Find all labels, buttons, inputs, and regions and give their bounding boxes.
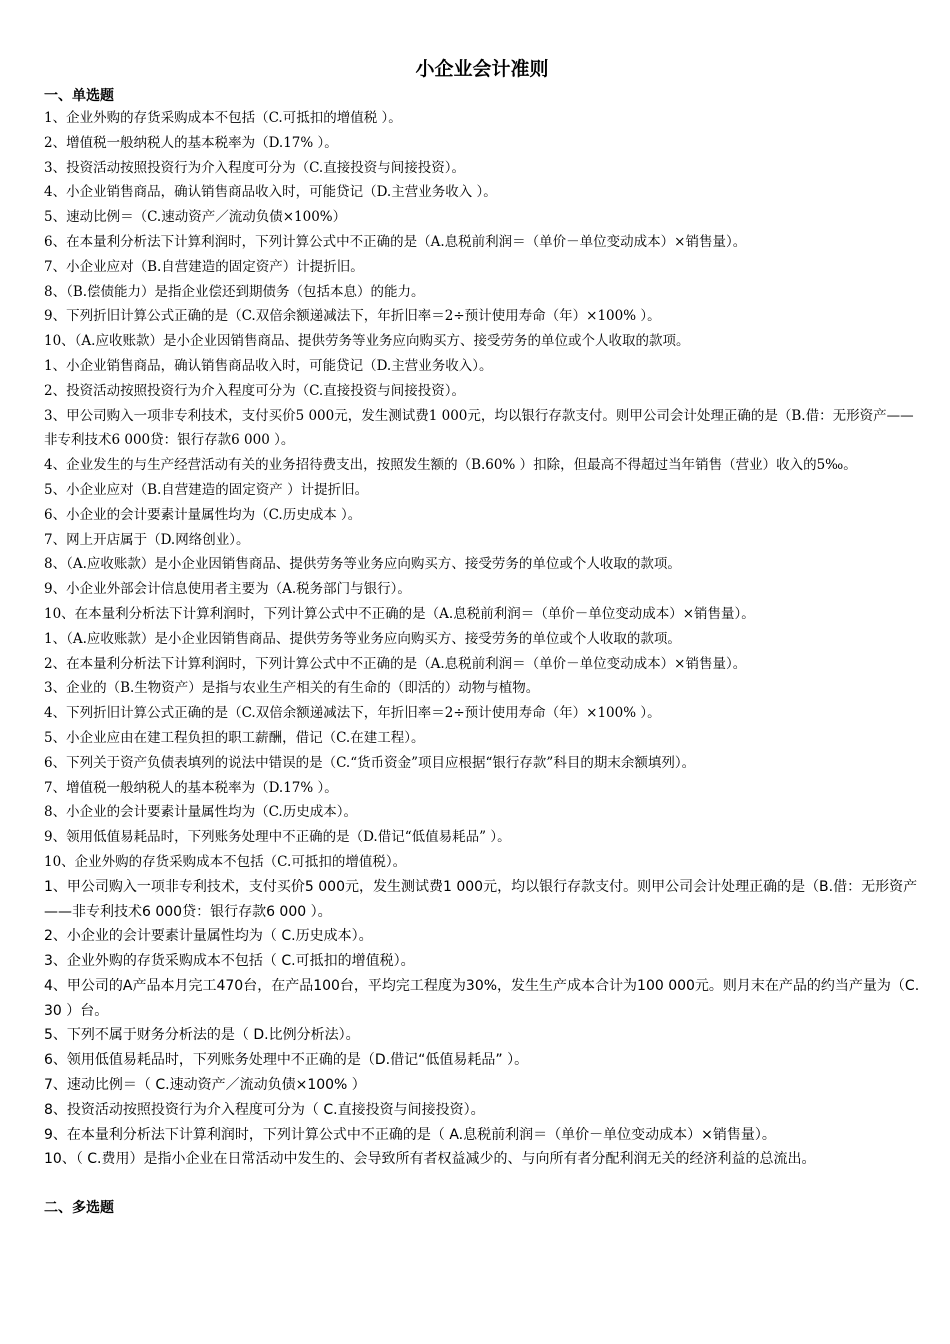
question-line: 7、小企业应对（B.自营建造的固定资产）计提折旧。: [44, 258, 364, 275]
question-line: 3、企业的（B.生物资产）是指与农业生产相关的有生命的（即活的）动物与植物。: [44, 680, 540, 697]
question-line: 3、投资活动按照投资行为介入程度可分为（C.直接投资与间接投资）。: [44, 159, 465, 176]
question-line: 6、在本量利分析法下计算利润时，下列计算公式中不正确的是（A.息税前利润＝（单价－单位变动成本）×销售量）。: [44, 233, 747, 250]
question-line: 10、（ C.费用）是指小企业在日常活动中发生的、会导致所有者权益减少的、与向所有者分配利润无关的经济利益的总流出。: [44, 1151, 816, 1168]
question-line: 10、企业外购的存货采购成本不包括（C.可抵扣的增值税）。: [44, 853, 407, 870]
section-heading-single-choice: 一、单选题: [44, 88, 114, 104]
question-line: 1、小企业销售商品，确认销售商品收入时，可能贷记（D.主营业务收入）。: [44, 357, 493, 374]
question-line: 9、下列折旧计算公式正确的是（C.双倍余额递减法下，年折旧率＝2÷预计使用寿命（年）×100% ）。: [44, 308, 661, 325]
question-line: 3、甲公司购入一项非专利技术，支付买价5 000元，发生测试费1 000元，均以银行存款支付。则甲公司会计处理正确的是（B.借：无形资产——非专利技术6 000贷：银行存款6 000 ）。: [44, 407, 914, 449]
question-line: 2、小企业的会计要素计量属性均为（ C.历史成本）。: [44, 928, 373, 945]
question-line: 2、投资活动按照投资行为介入程度可分为（C.直接投资与间接投资）。: [44, 382, 465, 399]
question-line: 3、企业外购的存货采购成本不包括（ C.可抵扣的增值税）。: [44, 953, 415, 970]
question-line: 4、下列折旧计算公式正确的是（C.双倍余额递减法下，年折旧率＝2÷预计使用寿命（年）×100% ）。: [44, 705, 661, 722]
question-line: 6、下列关于资产负债表填列的说法中错误的是（C.“货币资金”项目应根据“银行存款”科目的期末余额填列）。: [44, 754, 696, 771]
question-line: 7、网上开店属于（D.网络创业）。: [44, 531, 250, 548]
question-line: 5、小企业应由在建工程负担的职工薪酬，借记（C.在建工程）。: [44, 729, 425, 746]
question-line: 4、甲公司的A产品本月完工470台，在产品100台，平均完工程度为30%，发生生产成本合计为100 000元。则月末在产品的约当产量为（C.30 ）台。: [44, 977, 920, 1019]
question-line: 7、增值税一般纳税人的基本税率为（D.17% ）。: [44, 779, 338, 796]
question-line: 9、在本量利分析法下计算利润时，下列计算公式中不正确的是（ A.息税前利润＝（单价－单位变动成本）×销售量）。: [44, 1126, 776, 1143]
question-line: 1、（A.应收账款）是小企业因销售商品、提供劳务等业务应向购买方、接受劳务的单位或个人收取的款项。: [44, 630, 681, 647]
question-line: 4、小企业销售商品，确认销售商品收入时，可能贷记（D.主营业务收入 ）。: [44, 184, 497, 201]
question-line: 8、投资活动按照投资行为介入程度可分为（ C.直接投资与间接投资）。: [44, 1101, 485, 1118]
document-title: 小企业会计准则: [415, 58, 549, 80]
question-line: 5、速动比例＝（C.速动资产／流动负债×100%）: [44, 209, 347, 226]
question-line: 5、小企业应对（B.自营建造的固定资产 ）计提折旧。: [44, 481, 369, 498]
question-line: 4、企业发生的与生产经营活动有关的业务招待费支出，按照发生额的（B.60% ）扣除，但最高不得超过当年销售（营业）收入的5‰。: [44, 457, 857, 474]
question-line: 9、领用低值易耗品时，下列账务处理中不正确的是（D.借记“低值易耗品” ）。: [44, 829, 511, 846]
section-heading-multiple-choice: 二、多选题: [44, 1200, 114, 1217]
question-line: 6、小企业的会计要素计量属性均为（C.历史成本 ）。: [44, 506, 362, 523]
question-line: 6、领用低值易耗品时，下列账务处理中不正确的是（D.借记“低值易耗品” ）。: [44, 1052, 529, 1069]
question-line: 7、速动比例＝（ C.速动资产／流动负债×100% ）: [44, 1077, 366, 1094]
question-line: 8、（B.偿债能力）是指企业偿还到期债务（包括本息）的能力。: [44, 283, 425, 300]
question-line: 5、下列不属于财务分析法的是（ D.比例分析法）。: [44, 1027, 360, 1044]
question-line: 1、甲公司购入一项非专利技术，支付买价5 000元，发生测试费1 000元，均以银行存款支付。则甲公司会计处理正确的是（B.借：无形资产——非专利技术6 000贷：银行存款6 000 ）。: [44, 878, 918, 920]
single-choice-list-continued: [44, 875, 920, 1173]
question-line: 10、（A.应收账款）是小企业因销售商品、提供劳务等业务应向购买方、接受劳务的单位或个人收取的款项。: [44, 333, 690, 350]
single-choice-list: [44, 106, 920, 875]
question-line: 9、小企业外部会计信息使用者主要为（A.税务部门与银行）。: [44, 581, 411, 598]
question-line: 8、小企业的会计要素计量属性均为（C.历史成本）。: [44, 804, 357, 821]
section-gap: [44, 1172, 920, 1196]
question-line: 2、在本量利分析法下计算利润时，下列计算公式中不正确的是（A.息税前利润＝（单价－单位变动成本）×销售量）。: [44, 655, 747, 672]
question-line: 10、在本量利分析法下计算利润时，下列计算公式中不正确的是（A.息税前利润＝（单价－单位变动成本）×销售量）。: [44, 605, 755, 622]
question-line: 8、（A.应收账款）是小企业因销售商品、提供劳务等业务应向购买方、接受劳务的单位或个人收取的款项。: [44, 556, 681, 573]
question-line: 2、增值税一般纳税人的基本税率为（D.17% ）。: [44, 134, 338, 151]
question-line: 1、企业外购的存货采购成本不包括（C.可抵扣的增值税 ）。: [44, 110, 402, 126]
